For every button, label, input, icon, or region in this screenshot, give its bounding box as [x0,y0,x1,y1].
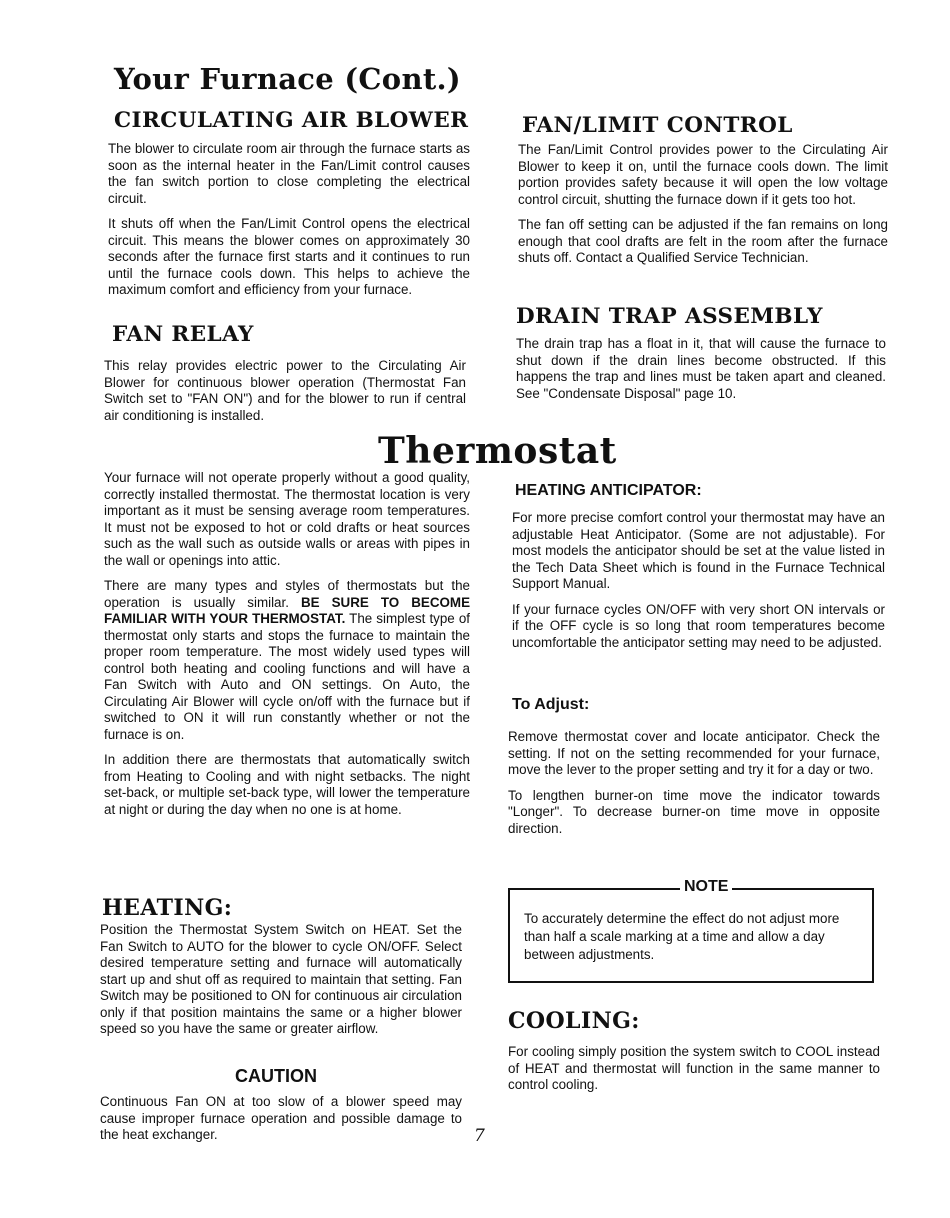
caution-section [100,1094,462,1153]
cooling-section [508,1044,880,1103]
heating-anticipator-section [512,510,885,660]
note-text: To accurately determine the effect do not adjust more than half a scale marking at a time and allow a day between adjustments. [524,911,840,962]
thermostat-paragraph-3: In addition there are thermostats that automatically switch from Heating to Cooling and with night setbacks. The night set-back, or multiple set-back type, will lower the temperature at night or during the day when no one is at home. [104,752,470,817]
thermostat-paragraph-1: Your furnace will not operate properly without a good quality, correctly installed thermostat. The thermostat location is very important as it must be sensing average room temperatures. It must not be exposed to hot or cold drafts or heat sources such as the wall such as outside walls or areas with pipes in the wall or openings into attic. [104,470,470,568]
note-label: NOTE [680,878,732,896]
fan-limit-paragraph-2: The fan off setting can be adjusted if the fan remains on long enough that cool drafts are felt in the room after the furnace shuts off. Contact a Qualified Service Technician. [518,217,888,265]
thermostat-paragraph-2-start: There are many types and styles of thermostats but the operation is usually similar. [104,578,470,610]
caution-heading: CAUTION [235,1066,317,1086]
to-adjust-heading: To Adjust: [512,696,590,713]
fan-relay-paragraph: This relay provides electric power to the Circulating Air Blower for continuous blower operation (Thermostat Fan Switch set to "FAN ON") and for the blower to run if central air conditioning is installed. [104,358,466,423]
thermostat-paragraph-2 [104,578,470,743]
fan-limit-paragraph-1: The Fan/Limit Control provides power to the Circulating Air Blower to keep it on, until the furnace cools down. The limit portion provides safety because it will open the low voltage control circuit, shutting the furnace down if it gets too hot. [518,142,888,207]
heating-paragraph: Position the Thermostat System Switch on HEAT. Set the Fan Switch to AUTO for the blower to cycle ON/OFF. Select desired temperature setting and furnace will automatically start up and shut off as required to maintain that setting. Fan Switch may be positioned to ON for continuous air circulation only if that position maintains the same or a higher blower speed so you have the same or greater airflow. [100,922,462,1036]
caution-paragraph: Continuous Fan ON at too slow of a blower speed may cause improper furnace operation and possible damage to the heat exchanger. [100,1094,462,1142]
page-title: Your Furnace (Cont.) [114,62,461,96]
thermostat-paragraph-2-end: The simplest type of thermostat only starts and stops the furnace to maintain the proper room temperature. The most widely used types will control both heating and cooling functions and will have a Fan Switch with Auto and ON settings. On Auto, the Circulating Air Blower will cycle on/off with the furnace but if switched to ON it will run constantly whether or not the furnace is on. [104,611,470,742]
circulating-paragraph-1: The blower to circulate room air through the furnace starts as soon as the internal heater in the Fan/Limit control causes the fan switch portion to close completing the electrical circuit. [108,141,470,206]
drain-trap-assembly-heading: DRAIN TRAP ASSEMBLY [516,304,823,329]
fan-relay-heading: FAN RELAY [112,322,254,347]
cooling-paragraph: For cooling simply position the system switch to COOL instead of HEAT and thermostat will function in the same manner to control cooling. [508,1044,880,1092]
heating-anticipator-heading: HEATING ANTICIPATOR: [515,482,702,499]
heating-heading: HEATING: [102,895,233,921]
note-box [508,878,874,983]
anticipator-paragraph-2: If your furnace cycles ON/OFF with very short ON intervals or if the OFF cycle is so long that room temperatures become uncomfortable the anticipator setting may need to be adjusted. [512,601,885,650]
to-adjust-section [508,729,880,846]
fan-limit-control-heading: FAN/LIMIT CONTROL [522,113,793,138]
heating-section [100,922,462,1047]
fan-relay-section [104,358,466,433]
circulating-air-blower-section [108,141,470,308]
adjust-paragraph-1: Remove thermostat cover and locate anticipator. Check the setting. If not on the setting recommended for your furnace, move the lever to the proper setting and try it for a day or two. [508,729,880,777]
adjust-paragraph-2: To lengthen burner-on time move the indicator towards "Longer". To decrease burner-on time move in opposite direction. [508,787,880,836]
circulating-paragraph-2: It shuts off when the Fan/Limit Control opens the electrical circuit. This means the blower comes on approximately 30 seconds after the furnace first starts and it continues to run until the furnace cools down. This helps to achieve the maximum comfort and efficiency from your furnace. [108,216,470,297]
thermostat-heading: Thermostat [378,430,617,472]
drain-trap-paragraph: The drain trap has a float in it, that will cause the furnace to shut down if the drain lines become obstructed. If this happens the trap and lines must be taken apart and cleaned. See "Condensate Disposal" page 10. [516,336,886,401]
drain-trap-assembly-section [516,336,886,411]
page-number: 7 [474,1126,485,1146]
anticipator-paragraph-1: For more precise comfort control your thermostat may have an adjustable Heat Anticipator. (Some are not adjustable). For most models the anticipator should be set at the value listed in the Tech Data Sheet which is found in the Furnace Technical Support Manual. [512,510,885,591]
cooling-heading: COOLING: [508,1008,640,1034]
thermostat-section [104,470,470,827]
circulating-air-blower-heading: CIRCULATING AIR BLOWER [114,108,469,133]
fan-limit-control-section [518,142,888,276]
thermostat-paragraph-2-bold: BE SURE TO BECOME FAMILIAR WITH YOUR THERMOSTAT. [104,594,471,626]
